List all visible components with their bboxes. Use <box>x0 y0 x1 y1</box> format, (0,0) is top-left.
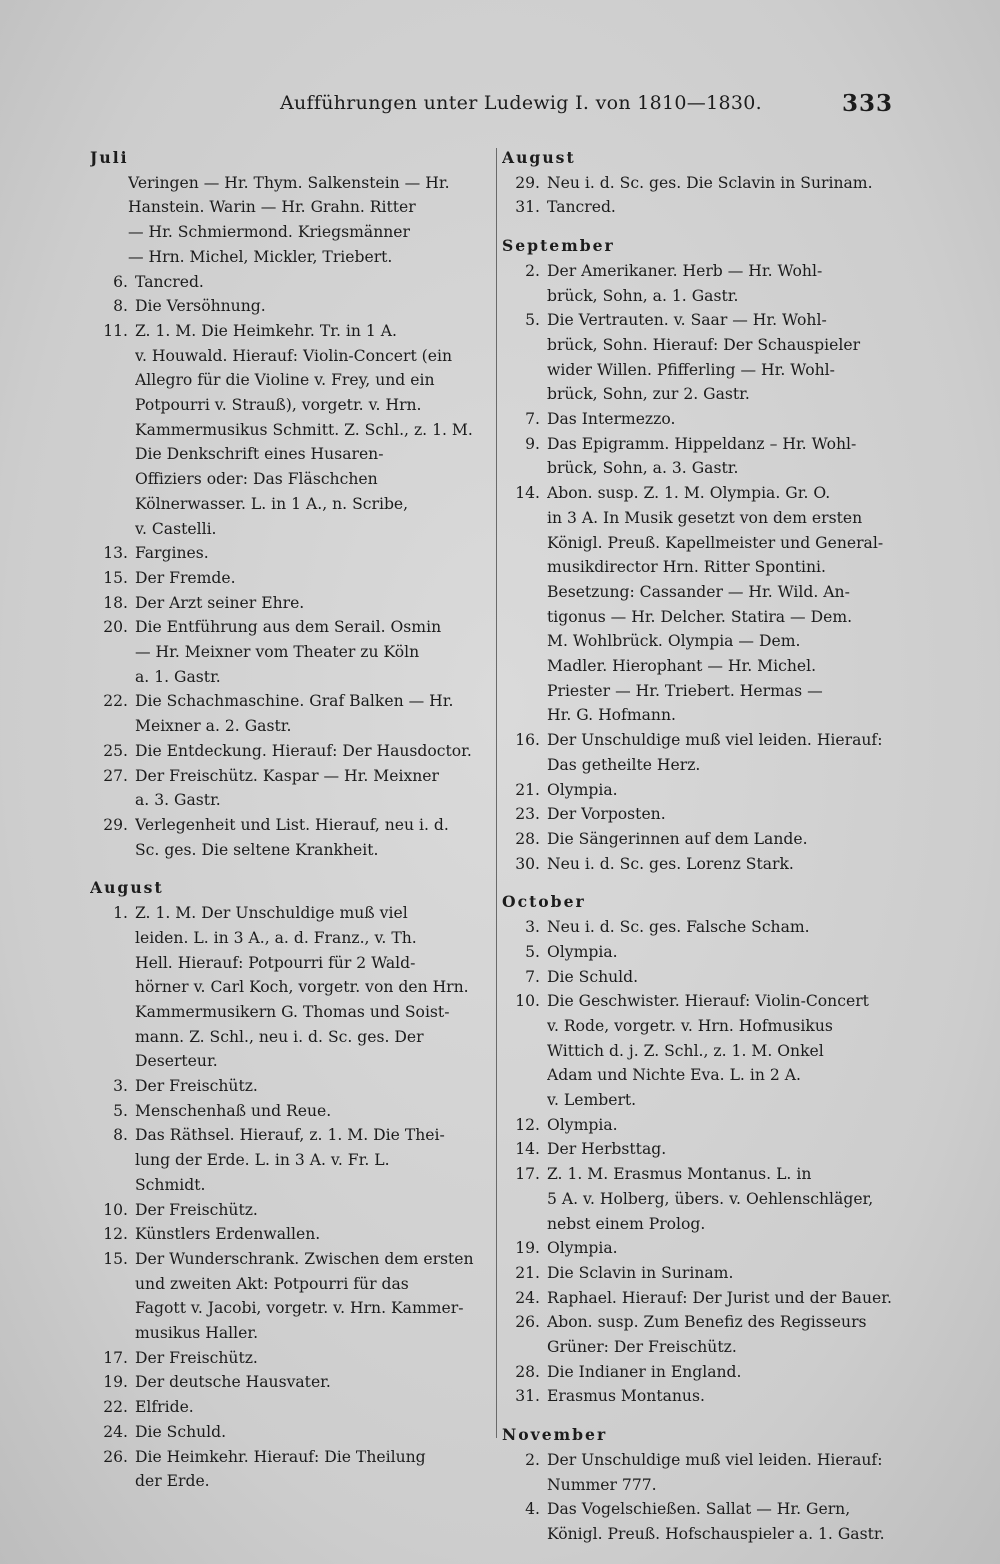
performance-entry <box>502 1384 907 1409</box>
performance-entry <box>90 1198 490 1223</box>
entry-text <box>135 1222 490 1247</box>
entry-text <box>547 259 907 308</box>
entry-text-line: wider Willen. Pfifferling — Hr. Wohl- <box>547 360 835 379</box>
entry-text-line: in 3 A. In Musik gesetzt von dem ersten <box>547 508 863 527</box>
entry-text <box>135 764 490 813</box>
entry-text-line: Olympia. <box>547 780 618 799</box>
performance-entry <box>502 1360 907 1385</box>
performance-entry <box>90 171 490 270</box>
entry-day-number: 31. <box>515 198 540 217</box>
performance-entry <box>90 319 490 541</box>
entry-day-number: 24. <box>515 1288 540 1307</box>
entry-text <box>547 432 907 481</box>
entry-day-number: 7. <box>525 967 540 986</box>
entry-text-line: Grüner: Der Freischütz. <box>547 1338 737 1357</box>
entry-text-line: Hr. G. Hofmann. <box>547 706 676 725</box>
entry-text-line: Tancred. <box>547 198 616 217</box>
entry-text <box>135 813 490 862</box>
entry-text-line: Deserteur. <box>135 1052 218 1071</box>
entry-text-line: Das Intermezzo. <box>547 410 676 429</box>
entry-text-line: Der Amerikaner. Herb — Hr. Wohl- <box>547 261 823 280</box>
entry-day-number: 3. <box>525 918 540 937</box>
entry-text-line: Die Schuld. <box>547 967 639 986</box>
performance-entry <box>90 813 490 862</box>
entry-text <box>135 566 490 591</box>
entry-text <box>547 171 907 196</box>
performance-entry <box>502 407 907 432</box>
entry-text-line: Die Sängerinnen auf dem Lande. <box>547 829 808 848</box>
entry-day-number: 18. <box>103 593 128 612</box>
entry-text-line: Elfride. <box>135 1398 194 1417</box>
performance-entry <box>90 1099 490 1124</box>
entry-text-line: Raphael. Hierauf: Der Jurist und der Bauer. <box>547 1288 892 1307</box>
performance-entry <box>502 1286 907 1311</box>
entry-day-number: 11. <box>103 321 128 340</box>
page-number: 333 <box>842 90 894 117</box>
month-heading: September <box>502 236 615 256</box>
entry-text-line: Die Entdeckung. Hierauf: Der Hausdoctor. <box>135 741 472 760</box>
entry-day-number: 30. <box>515 854 540 873</box>
entry-text-line: Hanstein. Warin — Hr. Grahn. Ritter <box>128 198 416 217</box>
entry-day-number: 17. <box>103 1348 128 1367</box>
entry-text <box>547 195 907 220</box>
performance-entry <box>502 827 907 852</box>
entry-day-number: 24. <box>103 1422 128 1441</box>
entry-day-number: 25. <box>103 741 128 760</box>
performance-entry <box>502 171 907 196</box>
entry-day-number: 31. <box>515 1387 540 1406</box>
month-heading: November <box>502 1425 608 1445</box>
entry-text <box>135 1346 490 1371</box>
month-heading: October <box>502 892 586 912</box>
entry-text-line: Allegro für die Violine v. Frey, und ein <box>135 371 435 390</box>
entry-day-number: 15. <box>103 568 128 587</box>
entry-text-line: Priester — Hr. Triebert. Hermas — <box>547 681 823 700</box>
performance-entry <box>502 965 907 990</box>
entry-text <box>135 1099 490 1124</box>
entry-text-line: hörner v. Carl Koch, vorgetr. von den Hrn. <box>135 978 469 997</box>
entry-text <box>135 1198 490 1223</box>
performance-entry <box>90 1420 490 1445</box>
performance-entry <box>90 294 490 319</box>
entry-text-line: Veringen — Hr. Thym. Salkenstein — Hr. <box>128 173 450 192</box>
entry-text-line: Der Freischütz. Kaspar — Hr. Meixner <box>135 766 439 785</box>
performance-entry <box>502 195 907 220</box>
month-heading: Juli <box>90 148 129 167</box>
entry-text <box>135 1123 490 1197</box>
entry-day-number: 12. <box>515 1115 540 1134</box>
entry-text-line: Der Freischütz. <box>135 1348 258 1367</box>
performance-entry <box>90 739 490 764</box>
performance-entry <box>502 432 907 481</box>
entry-text <box>547 827 907 852</box>
performance-entry <box>502 1162 907 1236</box>
entry-text-line: Das Räthsel. Hierauf, z. 1. M. Die Thei- <box>135 1126 445 1145</box>
performance-entry <box>90 541 490 566</box>
entry-text <box>135 1420 490 1445</box>
entry-text-line: Z. 1. M. Die Heimkehr. Tr. in 1 A. <box>135 321 397 340</box>
entry-day-number: 5. <box>113 1101 128 1120</box>
entry-text <box>135 319 490 541</box>
entry-day-number: 2. <box>525 1450 540 1469</box>
entry-day-number: 14. <box>515 1140 540 1159</box>
entry-text-line: Meixner a. 2. Gastr. <box>135 717 292 736</box>
entry-text-line: Der deutsche Hausvater. <box>135 1373 331 1392</box>
entry-text-line: musikdirector Hrn. Ritter Spontini. <box>547 558 826 577</box>
entry-text-line: Der Freischütz. <box>135 1200 258 1219</box>
month-heading: August <box>502 148 576 167</box>
entry-text-line: — Hrn. Michel, Mickler, Triebert. <box>128 247 393 266</box>
entry-text-line: Die Indianer in England. <box>547 1362 742 1381</box>
entry-text <box>547 1360 907 1385</box>
entry-text-line: Die Heimkehr. Hierauf: Die Theilung <box>135 1447 426 1466</box>
entry-text-line: Der Herbsttag. <box>547 1140 667 1159</box>
entry-day-number: 10. <box>103 1200 128 1219</box>
entry-day-number: 23. <box>515 805 540 824</box>
entry-text <box>547 1286 907 1311</box>
entry-day-number: 2. <box>525 261 540 280</box>
performance-entry <box>502 1261 907 1286</box>
entry-day-number: 29. <box>103 815 128 834</box>
performance-entry <box>502 802 907 827</box>
performance-entry <box>502 940 907 965</box>
performance-entry <box>90 1346 490 1371</box>
entry-text-line: Besetzung: Cassander — Hr. Wild. An- <box>547 582 850 601</box>
entry-text <box>135 739 490 764</box>
entry-day-number: 28. <box>515 829 540 848</box>
entry-text-line: Der Freischütz. <box>135 1077 258 1096</box>
entry-day-number: 26. <box>515 1313 540 1332</box>
entry-text-line: der Erde. <box>135 1472 210 1491</box>
entry-text-line: brück, Sohn, zur 2. Gastr. <box>547 385 750 404</box>
entry-text-line: Kammermusikern G. Thomas und Soist- <box>135 1002 450 1021</box>
entry-day-number: 5. <box>525 311 540 330</box>
entry-text <box>547 989 907 1113</box>
entry-text <box>547 915 907 940</box>
performance-entry <box>90 1395 490 1420</box>
entry-text-line: 5 A. v. Holberg, übers. v. Oehlenschläger, <box>547 1189 874 1208</box>
performance-entry <box>502 1236 907 1261</box>
entry-day-number: 8. <box>113 1126 128 1145</box>
entry-day-number: 7. <box>525 410 540 429</box>
performance-entry <box>90 615 490 689</box>
entry-text <box>547 852 907 877</box>
entry-text-line: Z. 1. M. Erasmus Montanus. L. in <box>547 1165 812 1184</box>
performance-entry <box>90 1445 490 1494</box>
entry-text <box>547 1137 907 1162</box>
performance-entry <box>502 915 907 940</box>
entry-text-line: Königl. Preuß. Hofschauspieler a. 1. Gastr. <box>547 1524 885 1543</box>
month-heading: August <box>90 878 164 898</box>
page-header <box>0 92 1000 126</box>
entry-day-number: 17. <box>515 1165 540 1184</box>
entry-text-line: Olympia. <box>547 942 618 961</box>
entry-day-number: 19. <box>515 1239 540 1258</box>
performance-entry <box>90 764 490 813</box>
entry-day-number: 15. <box>103 1249 128 1268</box>
entry-text-line: v. Lembert. <box>547 1091 637 1110</box>
entry-text-line: v. Houwald. Hierauf: Violin-Concert (ein <box>135 346 453 365</box>
entry-text-line: und zweiten Akt: Potpourri für das <box>135 1274 409 1293</box>
entry-text <box>547 1310 907 1359</box>
entry-text-line: Die Versöhnung. <box>135 297 266 316</box>
entry-day-number: 21. <box>515 780 540 799</box>
entry-text-line: brück, Sohn. Hierauf: Der Schauspieler <box>547 335 861 354</box>
entry-text-line: Kölnerwasser. L. in 1 A., n. Scribe, <box>135 494 409 513</box>
entry-text-line: Verlegenheit und List. Hierauf, neu i. d. <box>135 815 449 834</box>
entry-text <box>547 1384 907 1409</box>
entry-text-line: brück, Sohn, a. 3. Gastr. <box>547 459 739 478</box>
entry-day-number: 14. <box>515 484 540 503</box>
entry-text-line: Die Denkschrift eines Husaren- <box>135 445 384 464</box>
entry-text-line: musikus Haller. <box>135 1324 259 1343</box>
entry-text-line: Der Fremde. <box>135 568 236 587</box>
entry-text-line: Die Vertrauten. v. Saar — Hr. Wohl- <box>547 311 827 330</box>
entry-text-line: Der Unschuldige muß viel leiden. Hierauf: <box>547 731 883 750</box>
entry-text-line: Nummer 777. <box>547 1475 657 1494</box>
entry-text <box>547 940 907 965</box>
entry-text <box>547 407 907 432</box>
entry-text-line: Potpourri v. Strauß), vorgetr. v. Hrn. <box>135 396 422 415</box>
entry-text-line: v. Rode, vorgetr. v. Hrn. Hofmusikus <box>547 1016 833 1035</box>
entry-day-number: 13. <box>103 544 128 563</box>
entry-text <box>135 1395 490 1420</box>
entry-text <box>135 591 490 616</box>
entry-day-number: 4. <box>525 1500 540 1519</box>
entry-text <box>547 481 907 728</box>
entry-text-line: Hell. Hierauf: Potpourri für 2 Wald- <box>135 953 416 972</box>
performance-entry <box>502 852 907 877</box>
entry-text-line: Die Entführung aus dem Serail. Osmin <box>135 618 442 637</box>
performance-entry <box>502 1448 907 1497</box>
entry-text-line: Olympia. <box>547 1239 618 1258</box>
entry-text <box>135 1247 490 1346</box>
entry-text-line: Neu i. d. Sc. ges. Die Sclavin in Surinam. <box>547 173 873 192</box>
entry-text-line: M. Wohlbrück. Olympia — Dem. <box>547 632 801 651</box>
entry-text-line: Menschenhaß und Reue. <box>135 1101 332 1120</box>
performance-entry <box>90 1074 490 1099</box>
entry-text <box>547 1236 907 1261</box>
entry-text <box>135 689 490 738</box>
entry-text-line: Das Vogelschießen. Sallat — Hr. Gern, <box>547 1500 851 1519</box>
entry-day-number: 27. <box>103 766 128 785</box>
entry-text-line: lung der Erde. L. in 3 A. v. Fr. L. <box>135 1151 390 1170</box>
entry-text-line: brück, Sohn, a. 1. Gastr. <box>547 286 739 305</box>
entry-text-line: Madler. Hierophant — Hr. Michel. <box>547 657 817 676</box>
performance-entry <box>502 778 907 803</box>
entry-text-line: Künstlers Erdenwallen. <box>135 1225 321 1244</box>
entry-text <box>547 1113 907 1138</box>
entry-day-number: 9. <box>525 434 540 453</box>
entry-text-line: Fargines. <box>135 544 209 563</box>
entry-text <box>547 728 907 777</box>
performance-entry <box>90 270 490 295</box>
performance-entry <box>502 481 907 728</box>
running-head: Aufführungen unter Ludewig I. von 1810—1830. <box>280 92 762 114</box>
entry-day-number: 20. <box>103 618 128 637</box>
entry-text-line: Der Vorposten. <box>547 805 666 824</box>
entry-day-number: 16. <box>515 731 540 750</box>
entry-day-number: 22. <box>103 692 128 711</box>
entry-day-number: 10. <box>515 992 540 1011</box>
entry-text-line: — Hr. Schmiermond. Kriegsmänner <box>128 223 410 242</box>
entry-text <box>135 541 490 566</box>
entry-text <box>547 1448 907 1497</box>
entry-text-line: Sc. ges. Die seltene Krankheit. <box>135 840 379 859</box>
performance-entry <box>90 1247 490 1346</box>
entry-text <box>135 1074 490 1099</box>
entry-text-line: Neu i. d. Sc. ges. Lorenz Stark. <box>547 854 794 873</box>
right-column <box>502 146 907 1547</box>
entry-day-number: 5. <box>525 942 540 961</box>
entry-text-line: nebst einem Prolog. <box>547 1214 706 1233</box>
entry-day-number: 26. <box>103 1447 128 1466</box>
entry-text-line: Das getheilte Herz. <box>547 755 701 774</box>
entry-text <box>135 1445 490 1494</box>
entry-text <box>547 1497 907 1546</box>
entry-text-line: mann. Z. Schl., neu i. d. Sc. ges. Der <box>135 1027 424 1046</box>
entry-day-number: 19. <box>103 1373 128 1392</box>
performance-entry <box>90 1123 490 1197</box>
entry-text-line: Der Arzt seiner Ehre. <box>135 593 305 612</box>
left-column <box>90 146 490 1494</box>
entry-day-number: 21. <box>515 1263 540 1282</box>
entry-text-line: a. 1. Gastr. <box>135 667 221 686</box>
entry-text-line: a. 3. Gastr. <box>135 791 221 810</box>
entry-text-line: Erasmus Montanus. <box>547 1387 705 1406</box>
performance-entry <box>502 1113 907 1138</box>
performance-entry <box>90 689 490 738</box>
entry-text-line: Die Schachmaschine. Graf Balken — Hr. <box>135 692 454 711</box>
entry-text-line: Abon. susp. Zum Benefiz des Regisseurs <box>547 1313 867 1332</box>
entry-text-line: leiden. L. in 3 A., a. d. Franz., v. Th. <box>135 928 417 947</box>
entry-text-line: Das Epigramm. Hippeldanz – Hr. Wohl- <box>547 434 857 453</box>
entry-text <box>90 171 490 270</box>
performance-entry <box>502 989 907 1113</box>
entry-text-line: Offiziers oder: Das Fläschchen <box>135 470 378 489</box>
entry-day-number: 1. <box>113 904 128 923</box>
entry-text <box>547 965 907 990</box>
entry-text-line: Wittich d. j. Z. Schl., z. 1. M. Onkel <box>547 1041 824 1060</box>
entry-day-number: 6. <box>113 272 128 291</box>
performance-entry <box>502 1137 907 1162</box>
entry-text-line: Neu i. d. Sc. ges. Falsche Scham. <box>547 918 810 937</box>
entry-text-line: Z. 1. M. Der Unschuldige muß viel <box>135 904 408 923</box>
entry-text-line: Der Unschuldige muß viel leiden. Hierauf: <box>547 1450 883 1469</box>
performance-entry <box>90 901 490 1074</box>
entry-text-line: Die Sclavin in Surinam. <box>547 1263 734 1282</box>
column-divider <box>496 148 497 1438</box>
entry-text <box>547 1162 907 1236</box>
entry-day-number: 8. <box>113 297 128 316</box>
entry-text-line: Schmidt. <box>135 1175 206 1194</box>
entry-text <box>135 615 490 689</box>
performance-entry <box>90 566 490 591</box>
entry-text <box>135 294 490 319</box>
entry-text-line: Die Geschwister. Hierauf: Violin-Concert <box>547 992 869 1011</box>
entry-text <box>547 778 907 803</box>
entry-day-number: 28. <box>515 1362 540 1381</box>
entry-day-number: 12. <box>103 1225 128 1244</box>
entry-text <box>547 1261 907 1286</box>
entry-text-line: tigonus — Hr. Delcher. Statira — Dem. <box>547 607 853 626</box>
performance-entry <box>502 1497 907 1546</box>
entry-text <box>547 802 907 827</box>
entry-text-line: Abon. susp. Z. 1. M. Olympia. Gr. O. <box>547 484 831 503</box>
entry-text-line: v. Castelli. <box>135 519 217 538</box>
entry-text-line: Olympia. <box>547 1115 618 1134</box>
entry-text <box>135 901 490 1074</box>
entry-text-line: Fagott v. Jacobi, vorgetr. v. Hrn. Kammer- <box>135 1299 464 1318</box>
entry-day-number: 3. <box>113 1077 128 1096</box>
entry-text <box>547 308 907 407</box>
performance-entry <box>502 1310 907 1359</box>
entry-text <box>135 270 490 295</box>
entry-text-line: Adam und Nichte Eva. L. in 2 A. <box>547 1066 801 1085</box>
entry-text-line: Königl. Preuß. Kapellmeister und General- <box>547 533 884 552</box>
performance-entry <box>90 591 490 616</box>
performance-entry <box>90 1222 490 1247</box>
performance-entry <box>502 728 907 777</box>
entry-text-line: — Hr. Meixner vom Theater zu Köln <box>135 643 420 662</box>
performance-entry <box>502 308 907 407</box>
entry-day-number: 29. <box>515 173 540 192</box>
entry-text-line: Die Schuld. <box>135 1422 227 1441</box>
entry-text-line: Tancred. <box>135 272 204 291</box>
entry-text-line: Kammermusikus Schmitt. Z. Schl., z. 1. M. <box>135 420 473 439</box>
entry-day-number: 22. <box>103 1398 128 1417</box>
performance-entry <box>502 259 907 308</box>
entry-text <box>135 1370 490 1395</box>
performance-entry <box>90 1370 490 1395</box>
entry-text-line: Der Wunderschrank. Zwischen dem ersten <box>135 1249 474 1268</box>
